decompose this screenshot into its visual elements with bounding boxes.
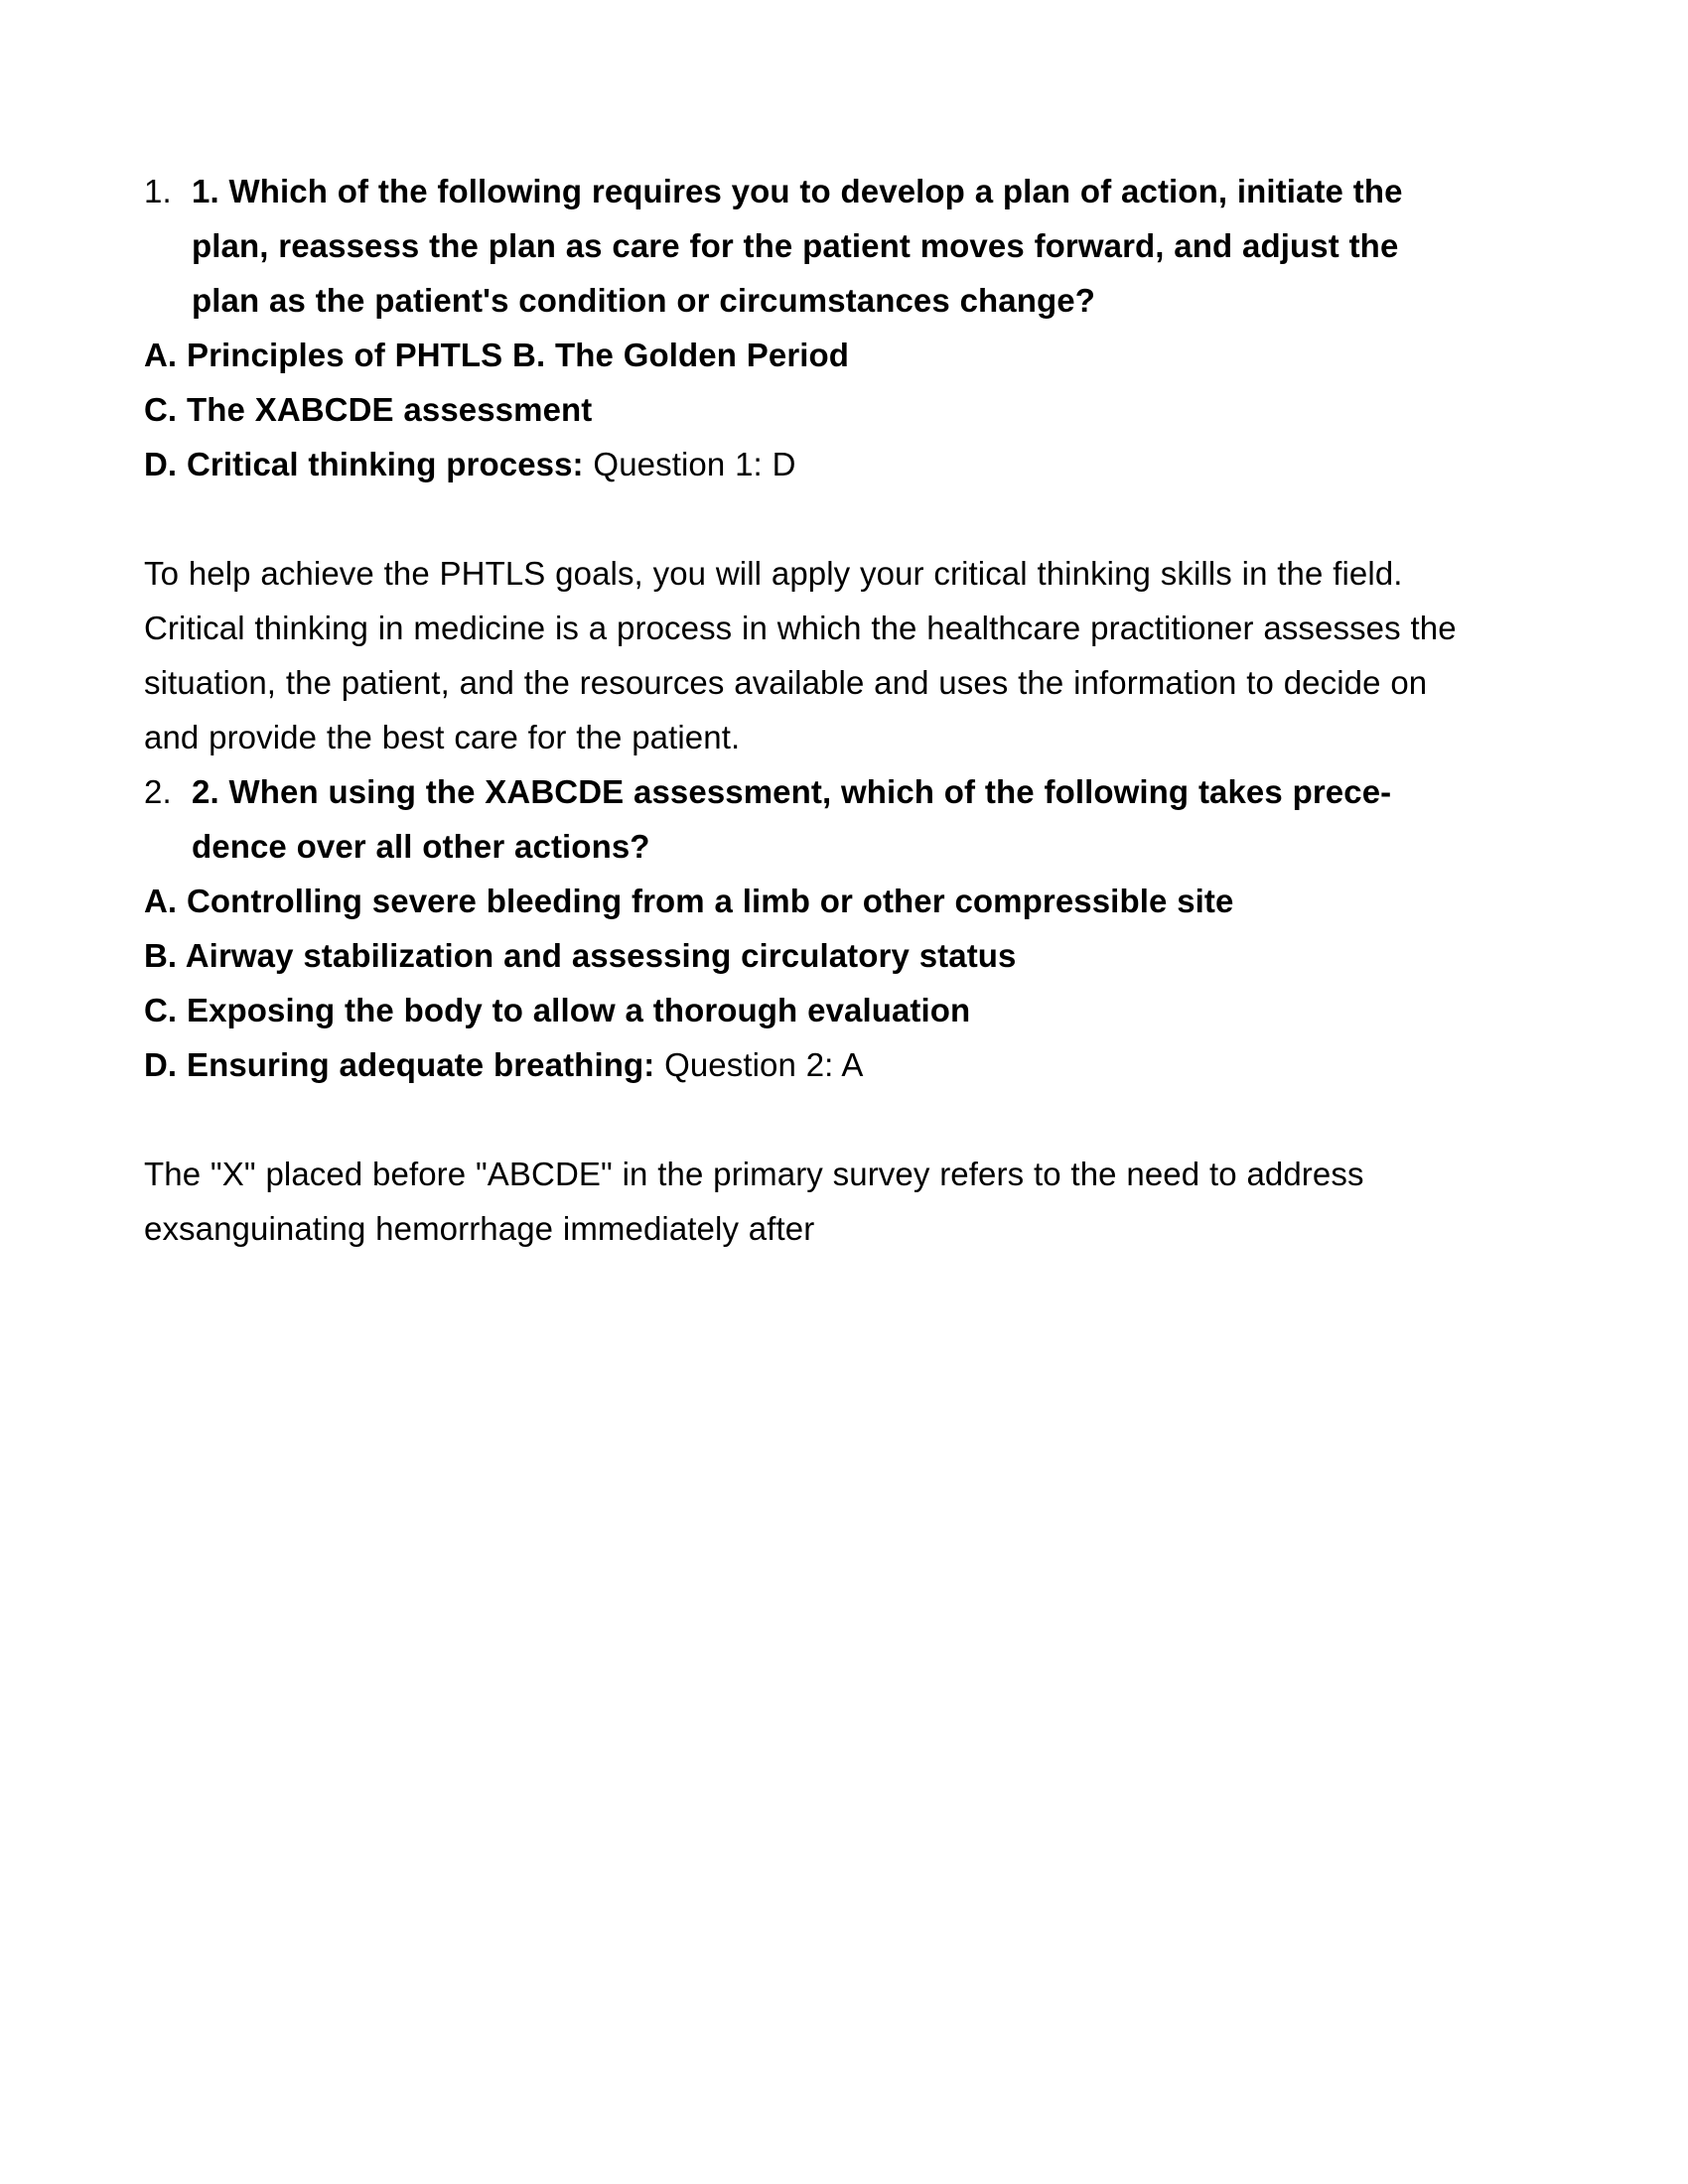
question-2-list-marker: 2. — [144, 773, 172, 810]
question-2-explanation: The "X" placed before "ABCDE" in the primary survey refers to the need to address exsanguinating hemorrhage immediately after — [144, 1156, 1364, 1247]
question-1-options-line-1: A. Principles of PHTLS B. The Golden Period — [144, 337, 850, 373]
question-1-answer-line — [144, 437, 1475, 491]
question-2-answer-line — [144, 1037, 1475, 1092]
question-2-text: 2. When using the XABCDE assessment, which of the following takes prece- dence over all other actions? — [192, 773, 1392, 865]
question-1-explanation: To help achieve the PHTLS goals, you will apply your critical thinking skills in the field. Critical thinking in medicine is a process in which the healthcare practitioner assesses the situation, the patient, and the resources available and uses the information to decide on and provide the best care for the patient. — [144, 555, 1457, 755]
question-1-answer-key: Question 1: D — [583, 446, 796, 482]
question-2-option-a: A. Controlling severe bleeding from a limb or other compressible site — [144, 883, 1234, 919]
spacer-after-question-1-answer — [144, 491, 1475, 546]
question-1-option-d: D. Critical thinking process: — [144, 446, 584, 482]
spacer-after-question-2-answer — [144, 1092, 1475, 1147]
question-2-item — [144, 764, 1475, 874]
question-1-text: 1. Which of the following requires you to develop a plan of action, initiate the plan, reassess the plan as care for the patient moves forward, and adjust the plan as the patient's condition or circumstances change? — [192, 173, 1403, 319]
question-2-option-d: D. Ensuring adequate breathing: — [144, 1046, 655, 1083]
question-1-options-line-2: C. The XABCDE assessment — [144, 391, 593, 428]
question-2-option-c: C. Exposing the body to allow a thorough evaluation — [144, 992, 971, 1028]
question-1-list-marker: 1. — [144, 173, 172, 209]
question-1-item — [144, 164, 1475, 328]
question-2-answer-key: Question 2: A — [654, 1046, 864, 1083]
question-2-option-b: B. Airway stabilization and assessing circulatory status — [144, 937, 1017, 974]
document-content — [144, 164, 1475, 1256]
